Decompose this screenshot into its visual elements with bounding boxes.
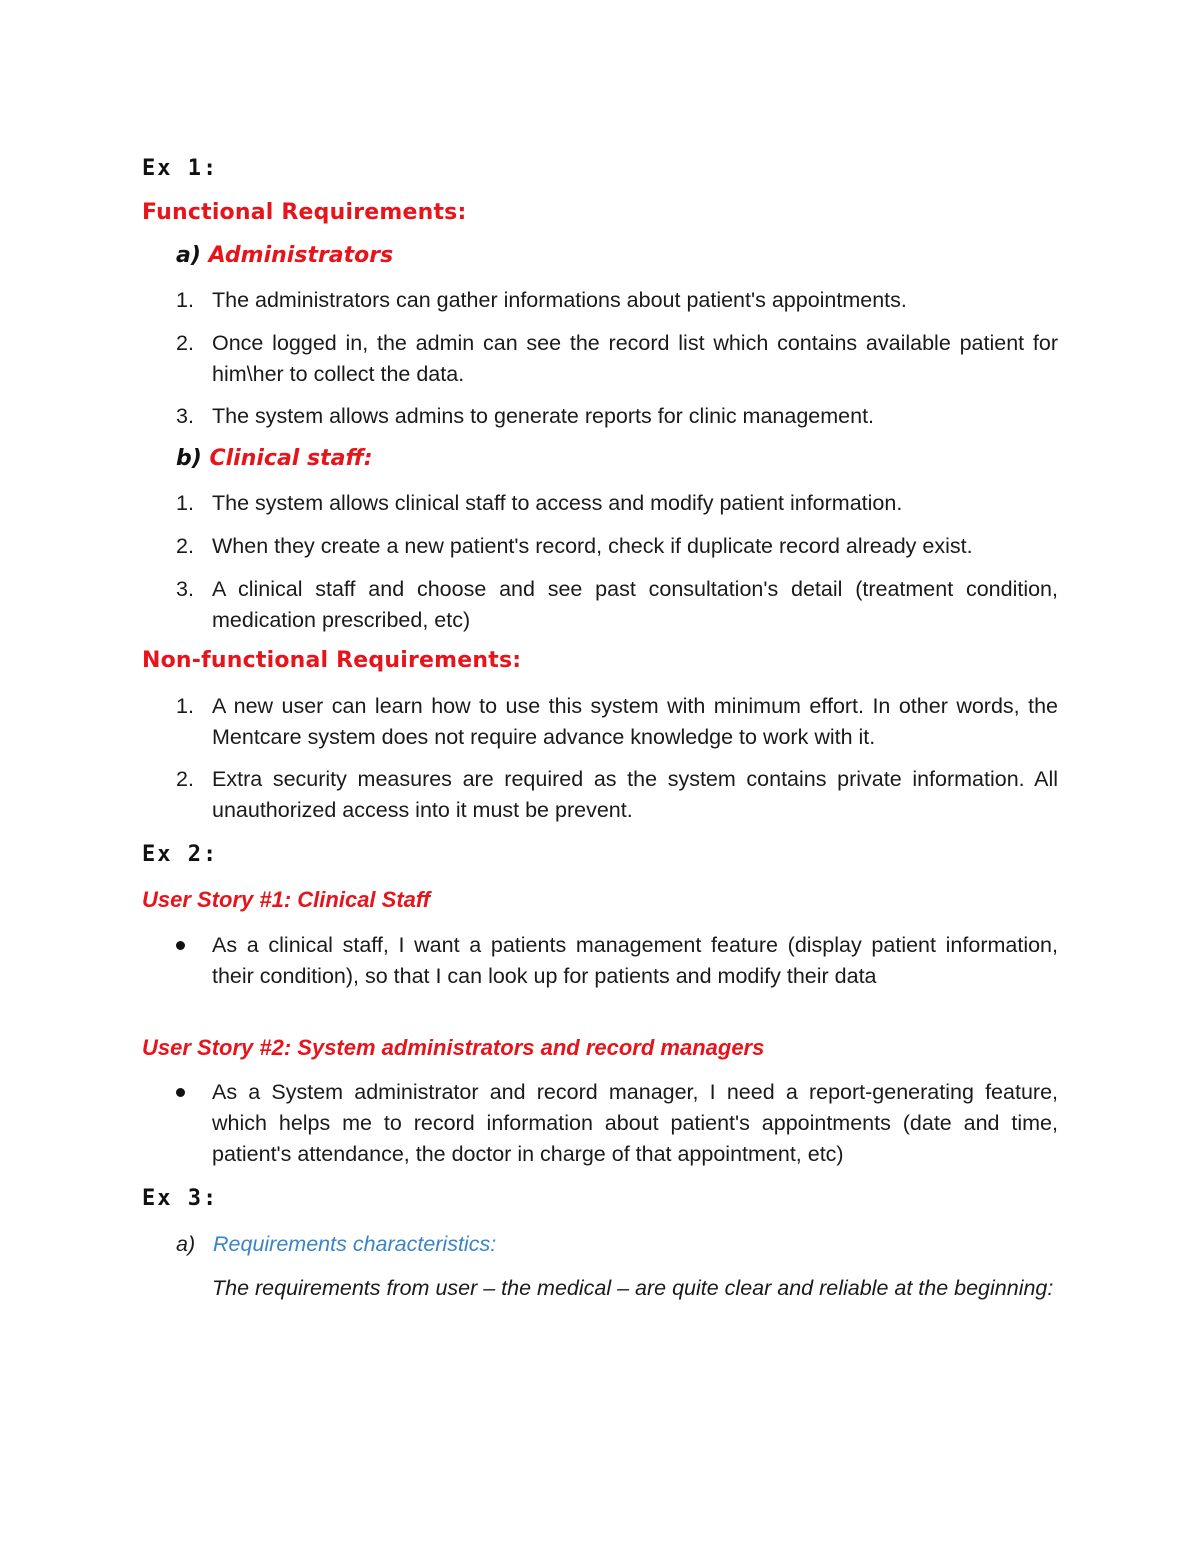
requirements-characteristics-text: The requirements from user – the medical – are quite clear and reliable at the beginning: [212,1276,1054,1300]
subheading-letter: a) [176,243,201,268]
bullet-icon [176,941,185,950]
list-item-text: The system allows clinical staff to access and modify patient information. [212,491,903,515]
subheading-letter: a) [176,1232,196,1256]
ex1-heading: Ex 1: [142,156,219,181]
list-item [176,764,1058,826]
list-item-text: When they create a new patient's record, check if duplicate record already exist. [212,534,973,558]
nonfunctional-requirements-heading: Non-functional Requirements: [142,648,522,673]
list-item [176,328,1058,390]
list-item [176,401,1058,432]
user-story-2-heading: User Story #2: System administrators and record managers [142,1035,765,1060]
bullet-icon [176,1088,185,1097]
bullet-item-text: As a clinical staff, I want a patients management feature (display patient information, their condition), so that I can look up for patients and modify their data [212,933,1058,988]
list-item-text: A new user can learn how to use this system with minimum effort. In other words, the Mentcare system does not require advance knowledge to work with it. [212,694,1058,749]
list-item [176,574,1058,636]
list-item [176,285,1058,316]
list-item [176,531,1058,562]
list-number: 2. [176,534,194,558]
bullet-item-text: As a System administrator and record manager, I need a report-generating feature, which helps me to record information about patient's appointments (date and time, patient's attendance, the doctor in charge of that appointment, etc) [212,1080,1058,1166]
subheading-title: Clinical staff: [209,446,373,471]
subheading-title: Requirements characteristics: [213,1232,497,1256]
list-number: 1. [176,491,194,515]
functional-requirements-heading: Functional Requirements: [142,200,467,225]
bullet-item [176,1077,1058,1170]
list-item-text: The system allows admins to generate reports for clinic management. [212,404,875,428]
list-item [176,691,1058,753]
administrators-subheading [176,243,393,268]
list-number: 2. [176,767,194,791]
subheading-title: Administrators [208,243,394,268]
list-number: 3. [176,577,194,601]
clinical-staff-subheading [176,446,373,471]
user-story-1-heading: User Story #1: Clinical Staff [142,887,431,912]
ex3-heading: Ex 3: [142,1186,219,1211]
subheading-letter: b) [176,446,202,471]
ex2-heading: Ex 2: [142,842,219,867]
bullet-item [176,930,1058,992]
list-number: 3. [176,404,194,428]
list-number: 2. [176,331,194,355]
list-item-text: The administrators can gather informations about patient's appointments. [212,288,907,312]
list-item-text: Once logged in, the admin can see the record list which contains available patient for him\her to collect the data. [212,331,1058,386]
list-number: 1. [176,694,194,718]
list-item [176,488,1058,519]
list-item-text: Extra security measures are required as the system contains private information. All unauthorized access into it must be prevent. [212,767,1058,822]
list-number: 1. [176,288,194,312]
list-item-text: A clinical staff and choose and see past consultation's detail (treatment condition, medication prescribed, etc) [212,577,1058,632]
